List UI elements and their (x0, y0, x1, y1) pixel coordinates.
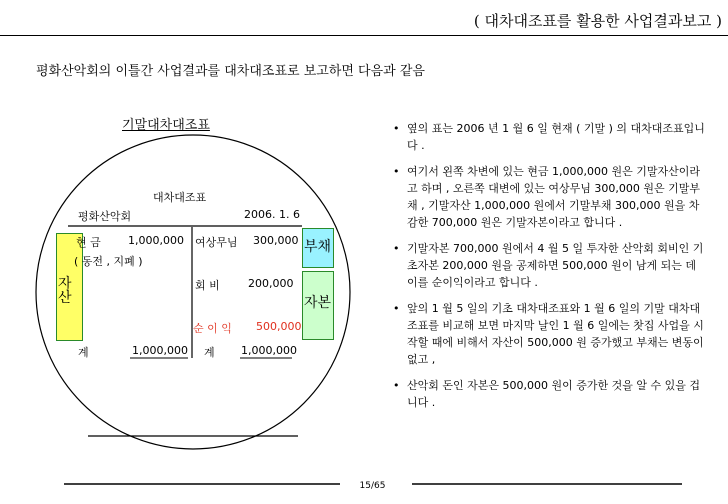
list-item: • 앞의 1 월 5 일의 기초 대차대조표와 1 월 6 일의 기말 대차대조표를 비교해 보면 마지막 날인 1 월 6 일에는 찻집 사업을 시작할 때에 비해서 자산이 500,000 원 증가했고 부채는 변동이 없고 , (393, 302, 704, 366)
total-value-left: 1,000,000 (132, 344, 188, 357)
total-value-right: 1,000,000 (241, 344, 297, 357)
explanation-list (393, 120, 705, 420)
equity-tag: 자본 (304, 295, 332, 311)
list-item-text: 옆의 표는 2006 년 1 월 6 일 현재 ( 기말 ) 의 대차대조표입니다 . (407, 122, 705, 152)
org-name: 평화산악회 (78, 210, 132, 223)
liability-box (302, 228, 334, 268)
liability-item-label: 여상무님 (195, 236, 238, 249)
fee-label: 회 비 (195, 279, 220, 292)
list-item: • 산악회 돈인 자본은 500,000 원이 증가한 것을 알 수 있을 겁니다 . (393, 379, 700, 409)
header-title: ( 대차대조표를 활용한 사업결과보고 ) (473, 12, 722, 30)
total-label-right: 계 (204, 346, 215, 359)
profit-label: 순 이 익 (193, 322, 232, 335)
profit-value: 500,000 (256, 320, 302, 333)
list-item-text: 앞의 1 월 5 일의 기초 대차대조표와 1 월 6 일의 기말 대차대조표를 비교해 보면 마지막 날인 1 월 6 일에는 찻집 사업을 시작할 때에 비해서 자산이 500,000 원 증가했고 부채는 변동이 없고 , (407, 302, 704, 366)
fee-value: 200,000 (248, 277, 294, 290)
table-heading: 대차대조표 (153, 191, 207, 204)
liability-item-value: 300,000 (253, 234, 299, 247)
cash-value: 1,000,000 (128, 234, 184, 247)
list-item-text: 산악회 돈인 자본은 500,000 원이 증가한 것을 알 수 있을 겁니다 . (407, 379, 700, 409)
equity-box (302, 271, 334, 340)
balance-sheet-title: 기말대차대조표 (122, 118, 210, 133)
list-item: • 기말자본 700,000 원에서 4 월 5 일 투자한 산악회 회비인 기초자본 200,000 원을 공제하면 500,000 원이 남게 되는 데 이를 순이익이라고 합니다 . (393, 242, 704, 289)
cash-note: ( 동전 , 지폐 ) (74, 255, 143, 268)
list-item: • 여기서 왼쪽 차변에 있는 현금 1,000,000 원은 기말자산이라고 하며 , 오른쪽 대변에 있는 여상무님 300,000 원은 기말부채 , 기말자산 1,000,000 원에서 기말부채 300,000 원을 차감한 700,000 원은 기말자본이라고 합니다 . (393, 165, 700, 229)
cash-label: 현 금 (76, 236, 101, 249)
liability-tag: 부채 (304, 239, 332, 255)
total-label-left: 계 (78, 346, 89, 359)
list-item-text: 기말자본 700,000 원에서 4 월 5 일 투자한 산악회 회비인 기초자본 200,000 원을 공제하면 500,000 원이 남게 되는 데 이를 순이익이라고 합니다 . (407, 242, 704, 289)
sheet-date: 2006. 1. 6 (244, 208, 300, 221)
page-number: 15/65 (359, 481, 386, 491)
page-subtitle: 평화산악회의 이틀간 사업결과를 대차대조표로 보고하면 다음과 같음 (36, 64, 425, 79)
list-item-text: 여기서 왼쪽 차변에 있는 현금 1,000,000 원은 기말자산이라고 하며 , 오른쪽 대변에 있는 여상무님 300,000 원은 기말부채 , 기말자산 1,000,000 원에서 기말부채 300,000 원을 차감한 700,000 원은 기말자본이라고 합니다 . (407, 165, 700, 229)
asset-tag: 자산 (58, 276, 72, 306)
list-item: • 옆의 표는 2006 년 1 월 6 일 현재 ( 기말 ) 의 대차대조표입니다 . (393, 122, 705, 152)
